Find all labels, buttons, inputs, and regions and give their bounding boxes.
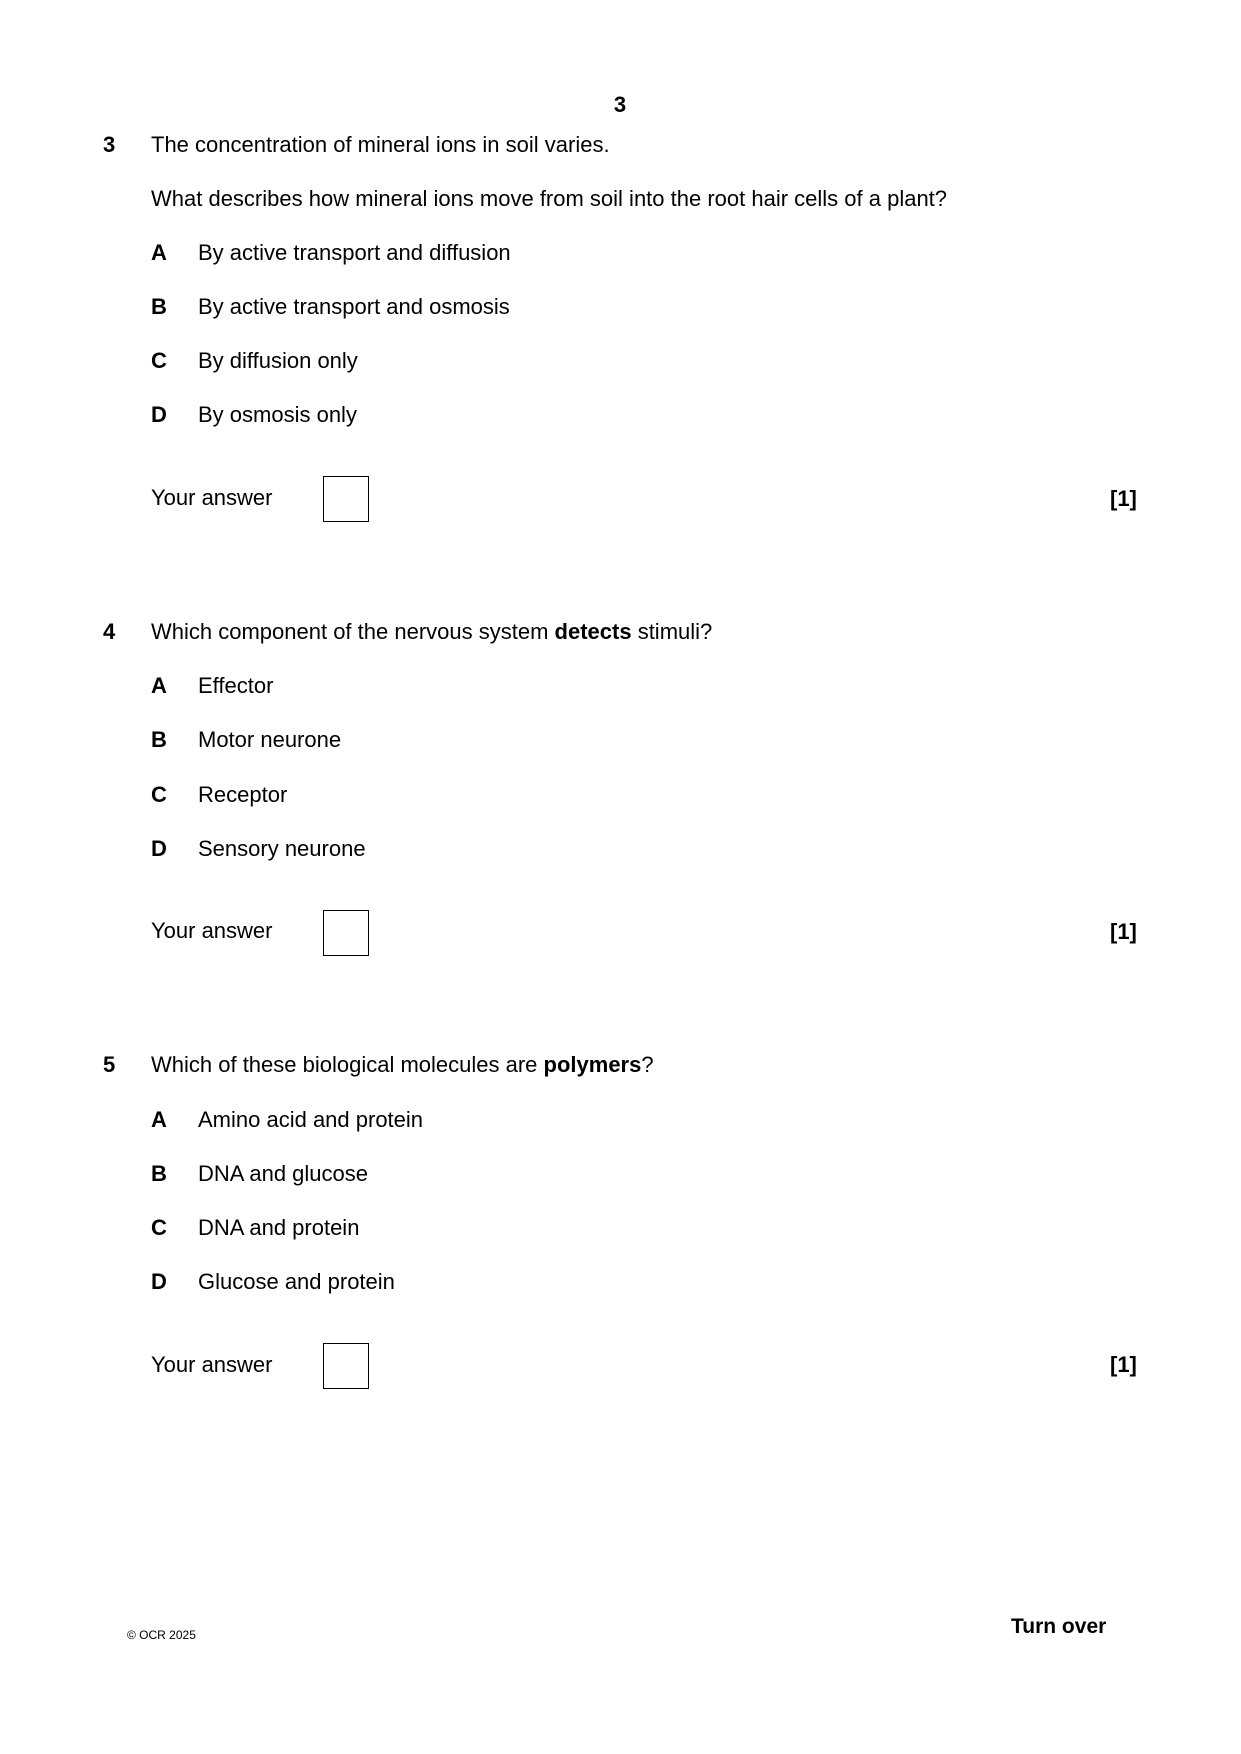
option-text: Sensory neurone	[198, 836, 366, 861]
answer-box[interactable]	[323, 1343, 369, 1389]
option-text: DNA and protein	[198, 1215, 360, 1240]
question-number: 5	[103, 1052, 116, 1077]
option-text: By active transport and osmosis	[198, 294, 510, 319]
answer-box[interactable]	[323, 476, 369, 522]
question-stem: The concentration of mineral ions in soil varies.	[151, 132, 610, 157]
question-bold-term: polymers	[543, 1052, 642, 1077]
your-answer-label: Your answer	[151, 485, 273, 510]
option-letter: A	[151, 673, 167, 698]
question-text	[151, 1052, 654, 1078]
option-letter: D	[151, 402, 167, 427]
copyright-notice: © OCR 2025	[127, 1628, 196, 1642]
question-number: 3	[103, 132, 116, 157]
question-text: What describes how mineral ions move from soil into the root hair cells of a plant?	[151, 186, 948, 211]
option-text: Glucose and protein	[198, 1269, 395, 1294]
answer-box[interactable]	[323, 910, 369, 956]
question-text-part: Which component of the nervous system	[151, 619, 555, 644]
your-answer-label: Your answer	[151, 918, 273, 943]
question-number: 4	[103, 619, 116, 644]
option-letter: A	[151, 240, 167, 265]
option-letter: B	[151, 1161, 167, 1186]
option-letter: B	[151, 294, 167, 319]
option-text: Receptor	[198, 782, 288, 807]
option-letter: A	[151, 1107, 167, 1132]
question-text-part: ?	[641, 1052, 654, 1077]
marks-label: [1]	[1110, 486, 1137, 511]
option-text: By diffusion only	[198, 348, 358, 373]
question-text-part: Which of these biological molecules are	[151, 1052, 544, 1077]
option-text: By active transport and diffusion	[198, 240, 511, 265]
your-answer-label: Your answer	[151, 1352, 273, 1377]
turn-over-label: Turn over	[1011, 1615, 1107, 1638]
option-letter: C	[151, 782, 167, 807]
question-bold-term: detects	[554, 619, 632, 644]
option-text: Motor neurone	[198, 727, 342, 752]
question-text-part: stimuli?	[631, 619, 713, 644]
marks-label: [1]	[1110, 1352, 1137, 1377]
option-text: Amino acid and protein	[198, 1107, 424, 1132]
option-text: By osmosis only	[198, 402, 357, 427]
option-letter: C	[151, 1215, 167, 1240]
marks-label: [1]	[1110, 919, 1137, 944]
option-letter: D	[151, 836, 167, 861]
page-number: 3	[613, 92, 627, 117]
option-text: DNA and glucose	[198, 1161, 368, 1186]
option-letter: C	[151, 348, 167, 373]
option-text: Effector	[198, 673, 274, 698]
question-text	[151, 619, 712, 645]
option-letter: D	[151, 1269, 167, 1294]
option-letter: B	[151, 727, 167, 752]
